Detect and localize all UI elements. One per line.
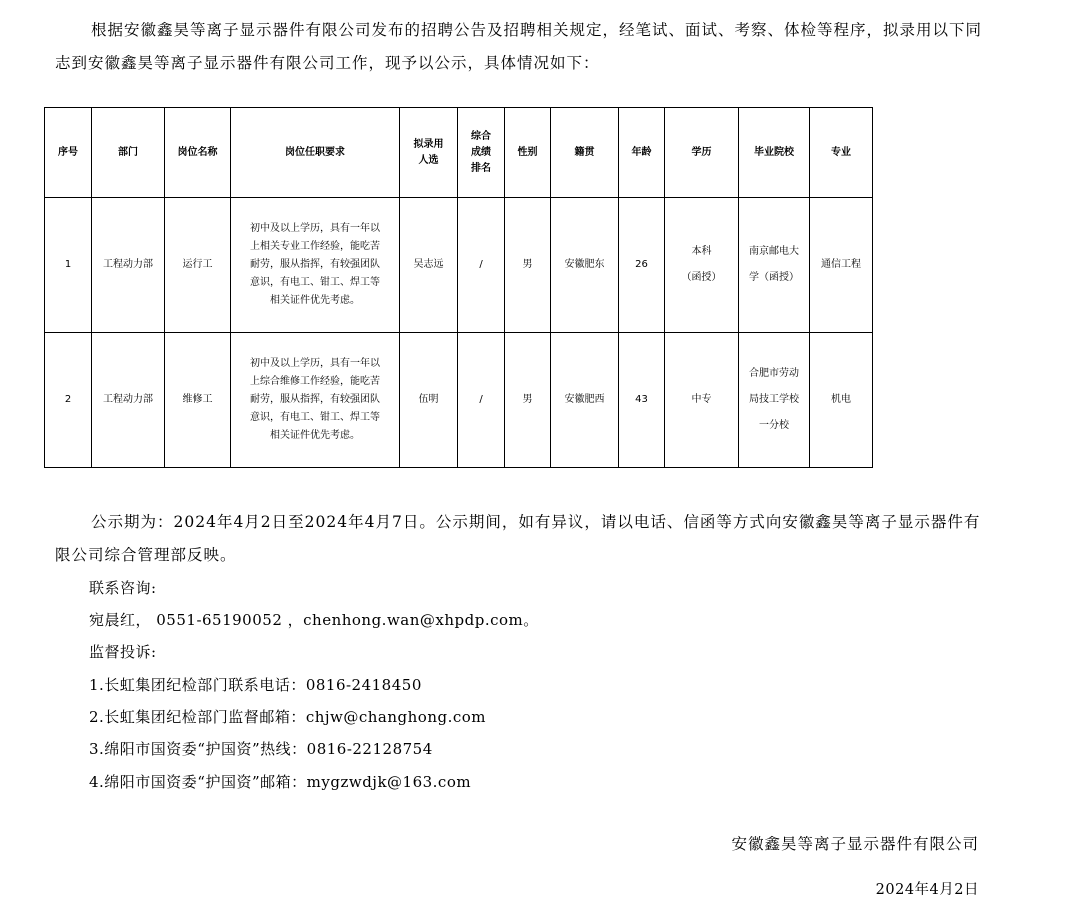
cell-major: 机电 (810, 333, 873, 468)
cell-name: 伍明 (400, 333, 458, 468)
school-line: 合肥市劳动 (749, 368, 799, 379)
school-line: 南京邮电大 (749, 246, 799, 257)
cell-school (739, 198, 810, 333)
header-hire-line1: 拟录用 (413, 138, 444, 150)
req-line: 相关证件优先考虑。 (270, 295, 360, 306)
cell-edu (665, 198, 739, 333)
cell-rank: / (458, 198, 505, 333)
school-line: 一分校 (759, 420, 789, 431)
supervision-item: 2.长虹集团纪检部门监督邮箱：chjw@changhong.com (89, 708, 487, 726)
contact-line: 宛晨红， 0551-65190052 ，chenhong.wan@xhpdp.com。 (89, 611, 539, 629)
supervision-heading: 监督投诉: (89, 643, 157, 661)
req-line: 上相关专业工作经验，能吃苦 (250, 241, 380, 252)
cell-school (739, 333, 810, 468)
cell-req (231, 333, 400, 468)
cell-gender: 男 (505, 333, 551, 468)
contact-heading: 联系咨询: (89, 579, 157, 597)
edu-line: 本科 (691, 246, 712, 257)
cell-origin: 安徽肥东 (551, 198, 619, 333)
header-dept: 部门 (92, 108, 165, 198)
supervision-item: 3.绵阳市国资委“护国资”热线：0816-22128754 (89, 740, 433, 758)
header-school: 毕业院校 (739, 108, 810, 198)
table-row (45, 333, 873, 468)
header-major: 专业 (810, 108, 873, 198)
cell-name: 吴志远 (400, 198, 458, 333)
cell-dept: 工程动力部 (92, 198, 165, 333)
header-edu: 学历 (665, 108, 739, 198)
signature-date: 2024年4月2日 (875, 882, 979, 898)
supervision-item: 1.长虹集团纪检部门联系电话：0816-2418450 (89, 676, 422, 694)
req-line: 上综合维修工作经验，能吃苦 (250, 376, 380, 387)
header-rank-line2: 成绩 (471, 146, 491, 158)
cell-edu (665, 333, 739, 468)
supervision-item: 4.绵阳市国资委“护国资”邮箱：mygzwdjk@163.com (89, 773, 472, 791)
req-line: 耐劳，服从指挥，有较强团队 (250, 259, 380, 270)
req-line: 耐劳，服从指挥，有较强团队 (250, 394, 380, 405)
cell-post: 运行工 (165, 198, 231, 333)
cell-no: 1 (45, 198, 92, 333)
cell-gender: 男 (505, 198, 551, 333)
header-hire (400, 108, 458, 198)
cell-rank: / (458, 333, 505, 468)
header-rank-line1: 综合 (471, 130, 491, 142)
header-post: 岗位名称 (165, 108, 231, 198)
cell-req (231, 198, 400, 333)
cell-age: 43 (619, 333, 665, 468)
header-rank (458, 108, 505, 198)
notice-paragraph: 公示期为：2024年4月2日至2024年4月7日。公示期间，如有异议，请以电话、信函等方式向安徽鑫昊等离子显示器件有限公司综合管理部反映。 (55, 513, 981, 564)
edu-line: （函授） (681, 272, 722, 283)
cell-age: 26 (619, 198, 665, 333)
header-req: 岗位任职要求 (231, 108, 400, 198)
req-line: 意识，有电工、钳工、焊工等 (250, 277, 380, 288)
header-hire-line2: 人选 (418, 154, 439, 166)
table-row (45, 198, 873, 333)
cell-post: 维修工 (165, 333, 231, 468)
header-no: 序号 (45, 108, 92, 198)
req-line: 相关证件优先考虑。 (270, 430, 360, 441)
signature-company: 安徽鑫昊等离子显示器件有限公司 (731, 835, 979, 853)
header-age: 年龄 (619, 108, 665, 198)
table-header-row (45, 108, 873, 198)
header-rank-line3: 排名 (471, 162, 491, 174)
edu-line: 中专 (691, 394, 712, 405)
cell-origin: 安徽肥西 (551, 333, 619, 468)
hiring-table (44, 107, 873, 468)
school-line: 局技工学校 (749, 394, 799, 405)
req-line: 意识，有电工、钳工、焊工等 (250, 412, 380, 423)
cell-major: 通信工程 (810, 198, 873, 333)
school-line: 学（函授） (749, 272, 799, 283)
cell-no: 2 (45, 333, 92, 468)
req-line: 初中及以上学历，具有一年以 (250, 223, 380, 234)
req-line: 初中及以上学历，具有一年以 (250, 358, 380, 369)
intro-paragraph: 根据安徽鑫昊等离子显示器件有限公司发布的招聘公告及招聘相关规定，经笔试、面试、考察、体检等程序，拟录用以下同志到安徽鑫昊等离子显示器件有限公司工作，现予以公示，具体情况如下： (55, 21, 983, 72)
header-origin: 籍贯 (551, 108, 619, 198)
cell-dept: 工程动力部 (92, 333, 165, 468)
header-gender: 性别 (505, 108, 551, 198)
